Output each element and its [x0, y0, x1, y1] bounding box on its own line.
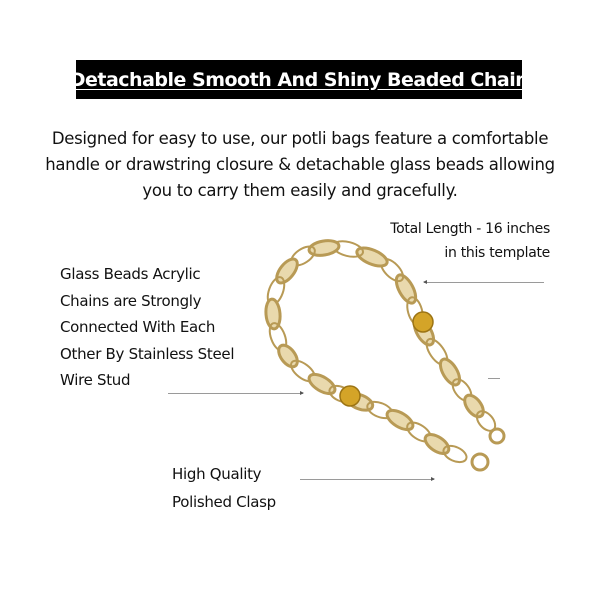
description-line: handle or drawstring closure & detachable glass beads allowing — [45, 155, 555, 174]
chain-link — [437, 356, 464, 388]
callout-line: Other By Stainless Steel — [60, 344, 235, 363]
beads-leader-line — [168, 393, 303, 394]
glass-bead — [413, 312, 433, 332]
length-leader-line — [424, 282, 544, 283]
chain-link — [306, 371, 338, 398]
chain-links — [264, 238, 498, 465]
chain-link — [392, 272, 419, 306]
chain-link — [275, 342, 301, 370]
chain-link — [354, 244, 389, 269]
title-text: Detachable Smooth And Shiny Beaded Chain — [69, 68, 529, 91]
chain-link — [422, 431, 452, 458]
callout-line: Wire Stud — [60, 371, 131, 389]
chain-link — [384, 407, 416, 434]
callout-line: in this template — [444, 245, 550, 261]
description-line: Designed for easy to use, our potli bags feature a comfortable — [51, 129, 549, 148]
callout-line: High Quality — [172, 465, 262, 483]
callout-line: Total Length - 16 inches — [390, 221, 550, 237]
clasp-leader-line — [300, 479, 434, 480]
callout-line: Polished Clasp — [172, 493, 276, 511]
description-line: you to carry them easily and gracefully. — [142, 181, 458, 200]
clasp-icon — [472, 429, 504, 470]
callout-line: Glass Beads Acrylic — [60, 265, 201, 283]
chain-link — [273, 256, 301, 287]
side-tick-line — [488, 378, 500, 379]
chain-beads — [340, 312, 433, 406]
chain-link — [461, 392, 487, 420]
callout-line: Chains are Strongly — [60, 291, 202, 310]
glass-bead — [340, 386, 360, 406]
callout-line: Connected With Each — [60, 318, 216, 336]
